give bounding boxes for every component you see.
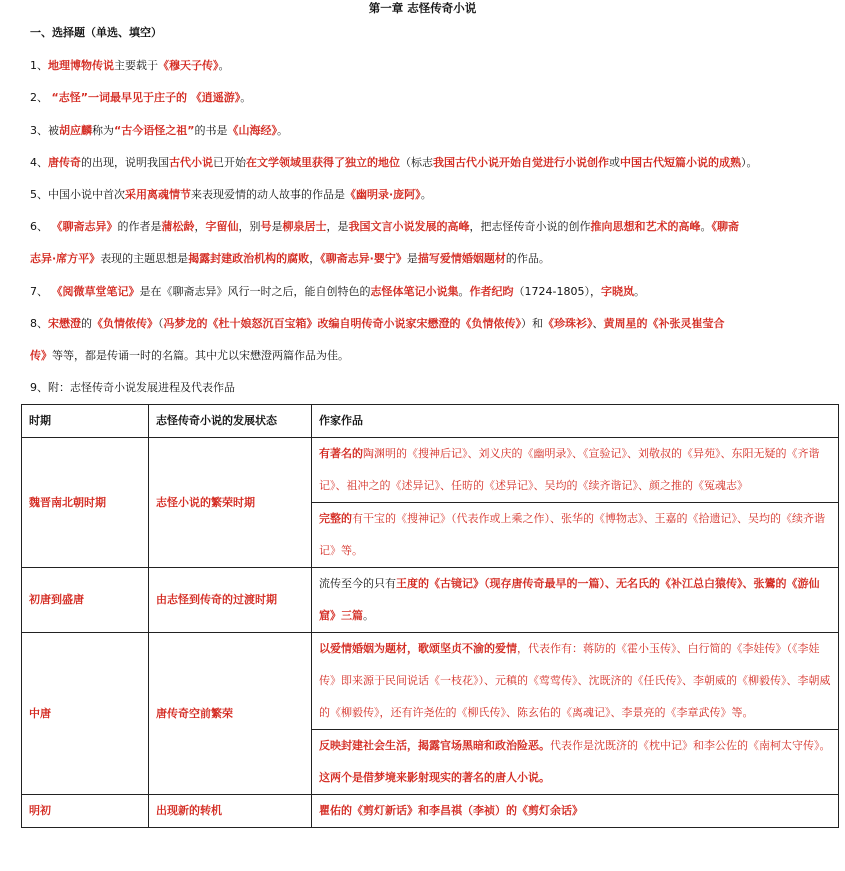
period-cell: 初唐到盛唐: [22, 568, 149, 633]
text-run: 作者纪昀: [469, 285, 514, 298]
text-run: 蒲松龄: [161, 220, 195, 233]
text-run: ，别: [238, 220, 261, 233]
text-run: 地理博物传说: [48, 59, 114, 72]
text-run: 。: [458, 285, 470, 298]
question-line: [30, 285, 645, 299]
text-run: 的书是: [194, 124, 228, 137]
text-run: 是: [406, 252, 418, 265]
text-run: 《珍珠衫》: [543, 317, 593, 330]
text-run: ，代表作有：蒋防的《霍小玉传》、白行简的《李娃传》（《李娃传》即来源于民间说话《一枝花》）、元稹的《莺莺传》、沈既济的《任氏传》、李朝威的《柳毅传》、李朝威的《柳毅传》，还有许尧佐的《柳氏传》、陈玄佑的《离魂记》、李景亮的《李章武传》等。: [319, 642, 831, 719]
text-run: 有干宝的《搜神记》（代表作或上乘之作）、张华的《博物志》、王嘉的《拾遗记》、吴均的《续齐谐记》等。: [319, 512, 825, 557]
question-line: [30, 91, 251, 105]
text-run: 黄周星的《补张灵崔莹合: [603, 317, 725, 330]
text-run: 这两个是借梦境来影射现实的著名的唐人小说。: [319, 771, 550, 784]
text-run: 揭露封建政治机构的腐败: [188, 252, 310, 265]
works-cell: [312, 438, 839, 503]
period-cell: 魏晋南北朝时期: [22, 438, 149, 568]
text-run: 反映封建社会生活，揭露官场黑暗和政治险恶。: [319, 739, 550, 752]
text-run: 采用离魂情节: [125, 188, 191, 201]
table-row: [22, 633, 839, 730]
text-run: 瞿佑的《剪灯新话》和李昌祺（李祯）的《剪灯余话》: [319, 804, 583, 817]
status-cell: 出现新的转机: [149, 795, 312, 828]
text-run: 字晓岚: [600, 285, 634, 298]
text-run: 的: [81, 317, 92, 330]
text-run: 传》: [30, 349, 52, 362]
text-run: 我国文言小说发展的高峰: [348, 220, 470, 233]
works-cell: [312, 503, 839, 568]
period-cell: 中唐: [22, 633, 149, 795]
works-cell: [312, 795, 839, 828]
header-period: 时期: [22, 405, 149, 438]
text-run: 流传至今的只有: [319, 577, 396, 590]
text-run: ，把志怪传奇小说的创作: [469, 220, 591, 233]
question-line: [30, 188, 432, 202]
text-run: 王度的《古镜记》（现存唐传奇最早的一篇）、无名氏的《补江总白猿传》、张鷟的《游仙窟》三篇: [319, 577, 820, 622]
text-run: 古代小说: [169, 156, 213, 169]
text-run: 《阅微草堂笔记》: [51, 285, 140, 298]
table-header-row: [22, 405, 839, 438]
text-run: 胡应麟: [59, 124, 92, 137]
text-run: 9、附：志怪传奇小说发展进程及代表作品: [30, 381, 235, 394]
text-run: ，: [309, 252, 321, 265]
text-run: 《聊斋: [711, 220, 739, 233]
works-cell: [312, 633, 839, 730]
text-run: 称为: [92, 124, 114, 137]
text-run: 是: [271, 220, 283, 233]
text-run: 8、: [30, 317, 48, 330]
page-title: 第一章 志怪传奇小说: [368, 1, 477, 15]
text-run: 冯梦龙的《杜十娘怒沉百宝箱》改编自明传奇小说家宋懋澄的《负情侬传》: [163, 317, 521, 330]
text-run: 《幽明录·庞阿》: [345, 188, 421, 201]
text-run: 、: [592, 317, 604, 330]
text-run: 描写爱情婚姻题材: [417, 252, 506, 265]
text-run: 在文学领域里获得了独立的地位: [246, 156, 400, 169]
text-run: 我国古代小说开始自觉进行小说创作: [433, 156, 609, 169]
works-cell: [312, 730, 839, 795]
text-run: 或: [609, 156, 620, 169]
text-run: 6、: [30, 220, 52, 233]
section-heading: 一、选择题（单选、填空）: [30, 26, 162, 39]
text-run: 1、: [30, 59, 48, 72]
text-run: 《聊斋志异》: [51, 220, 118, 233]
header-works: 作家作品: [312, 405, 839, 438]
text-run: 3、被: [30, 124, 59, 137]
text-run: 的出现，说明我国: [81, 156, 169, 169]
text-run: 代表作是沈既济的《枕中记》和李公佐的《南柯太守传》。: [550, 739, 831, 752]
text-run: 4、: [30, 156, 48, 169]
text-run: 。: [363, 609, 374, 622]
works-cell: [312, 568, 839, 633]
question-line: [30, 156, 758, 170]
text-run: ，是: [326, 220, 349, 233]
question-line: [30, 220, 739, 234]
text-run: 宋懋澄: [48, 317, 81, 330]
text-run: 《聊斋志异·婴宁》: [320, 252, 407, 265]
status-cell: 唐传奇空前繁荣: [149, 633, 312, 795]
text-run: 字留仙: [205, 220, 239, 233]
text-run: 。: [700, 220, 712, 233]
question-line: [30, 349, 349, 363]
text-run: 2、: [30, 91, 52, 104]
text-run: 已开始: [213, 156, 246, 169]
text-run: 的作品。: [505, 252, 550, 265]
text-run: 7、: [30, 285, 52, 298]
text-run: 有著名的: [319, 447, 363, 460]
question-line: [30, 252, 550, 266]
text-run: ）和: [521, 317, 543, 330]
text-run: 等等，都是传诵一时的名篇。其中尤以宋懋澄两篇作品为佳。: [52, 349, 349, 362]
text-run: 志异·席方平》: [30, 252, 101, 265]
text-run: 。: [420, 188, 432, 201]
text-run: 。: [633, 285, 645, 298]
text-run: 主要载于: [114, 59, 158, 72]
text-run: 。: [276, 124, 288, 137]
text-run: “志怪”一词最早见于庄子的 《逍遥游》: [51, 91, 241, 104]
text-run: 的作者是: [117, 220, 162, 233]
text-run: 推向思想和艺术的高峰: [590, 220, 701, 233]
text-run: 志怪体笔记小说集: [370, 285, 459, 298]
text-run: 表现的主题思想是: [100, 252, 189, 265]
text-run: “古今语怪之祖”: [114, 124, 195, 137]
header-status: 志怪传奇小说的发展状态: [149, 405, 312, 438]
text-run: 陶渊明的《搜神后记》、刘义庆的《幽明录》、《宣验记》、刘敬叔的《异苑》、东阳无疑的《齐谐记》、祖冲之的《述异记》、任昉的《述异记》、吴均的《续齐谐记》、颜之推的《冤魂志》: [319, 447, 820, 492]
text-run: 《穆天子传》: [158, 59, 219, 72]
development-table: [21, 404, 839, 828]
period-cell: 明初: [22, 795, 149, 828]
text-run: 。: [218, 59, 230, 72]
text-run: 是在《聊斋志异》风行一时之后，能自创特色的: [139, 285, 371, 298]
table-row: [22, 568, 839, 633]
table-row: [22, 438, 839, 503]
text-run: 中国古代短篇小说的成熟: [620, 156, 741, 169]
question-line: [30, 381, 235, 395]
text-run: 唐传奇: [48, 156, 81, 169]
text-run: 5、中国小说中首次: [30, 188, 125, 201]
text-run: 以爱情婚姻为题材，歌颂坚贞不渝的爱情: [319, 642, 517, 655]
text-run: 《山海经》: [227, 124, 277, 137]
text-run: 。: [240, 91, 252, 104]
table-row: [22, 795, 839, 828]
text-run: （标志: [400, 156, 433, 169]
question-line: [30, 317, 725, 331]
text-run: 《负情侬传》: [92, 317, 158, 330]
text-run: ）。: [741, 156, 758, 169]
text-run: （1724-1805），: [513, 285, 601, 298]
question-line: [30, 59, 230, 73]
status-cell: 志怪小说的繁荣时期: [149, 438, 312, 568]
text-run: 完整的: [319, 512, 352, 525]
text-run: ，: [194, 220, 206, 233]
status-cell: 由志怪到传奇的过渡时期: [149, 568, 312, 633]
text-run: 来表现爱情的动人故事的作品是: [191, 188, 345, 201]
text-run: 柳泉居士: [282, 220, 327, 233]
text-run: 号: [260, 220, 272, 233]
text-run: （: [158, 317, 164, 330]
question-line: [30, 124, 288, 138]
